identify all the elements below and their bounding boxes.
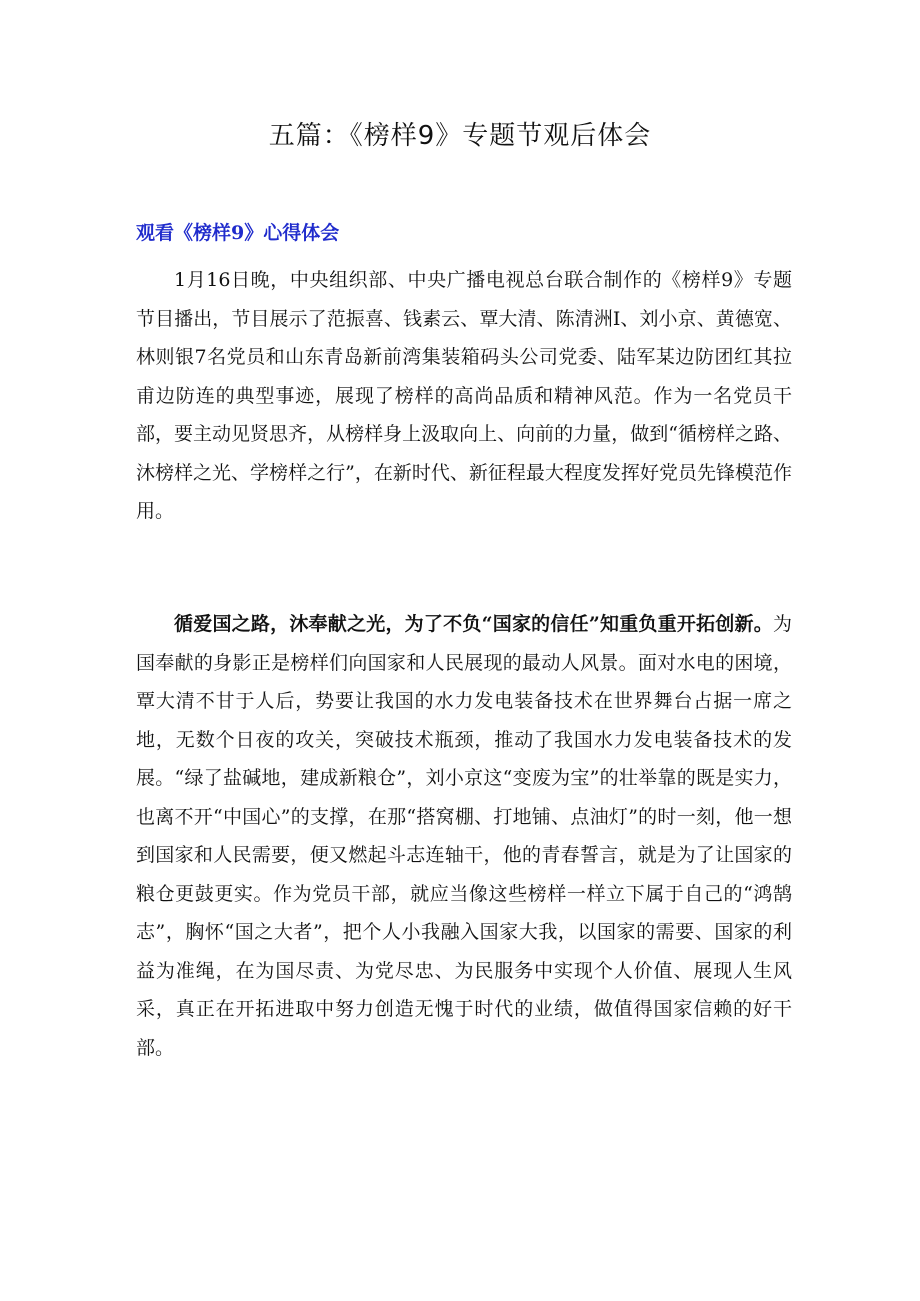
body-paragraph-2 — [136, 605, 792, 1067]
paragraph-lead-bold: 循爱国之路，沐奉献之光，为了不负“国家的信任”知重负重开拓创新。 — [174, 613, 773, 635]
section-heading: 观看《榜样9》心得体会 — [136, 222, 340, 244]
paragraph-body-text: 为国奉献的身影正是榜样们向国家和人民展现的最动人风景。面对水电的困境，覃大清不甘于人后，势要让我国的水力发电装备技术在世界舞台占据一席之地，无数个日夜的攻关，突破技术瓶颈，推动了我国水力发电装备技术的发展。“绿了盐碱地，建成新粮仓”，刘小京这“变废为宝”的壮举靠的既是实力，也离不开“中国心”的支撑，在那“搭窝棚、打地铺、点油灯”的时一刻，他一想到国家和人民需要，便又燃起斗志连轴干，他的青春誓言，就是为了让国家的粮仓更鼓更实。作为党员干部，就应当像这些榜样一样立下属于自己的“鸿鹄志”，胸怀“国之大者”，把个人小我融入国家大我，以国家的需要、国家的利益为准绳，在为国尽责、为党尽忠、为民服务中实现个人价值、展现人生风采，真正在开拓进取中努力创造无愧于时代的业绩，做值得国家信赖的好干部。 — [136, 613, 792, 1059]
document-title: 五篇：《榜样9》专题节观后体会 — [268, 121, 652, 151]
body-paragraph-1: 1月16日晚，中央组织部、中央广播电视总台联合制作的《榜样9》专题节目播出，节目展示了范振喜、钱素云、覃大清、陈清洲I、刘小京、黄德宽、林则银7名党员和山东青岛新前湾集装箱码头公司党委、陆军某边防团红其拉甫边防连的典型事迹，展现了榜样的高尚品质和精神风范。作为一名党员干部，要主动见贤思齐，从榜样身上汲取向上、向前的力量，做到“循榜样之路、沐榜样之光、学榜样之行”，在新时代、新征程最大程度发挥好党员先锋模范作用。 — [136, 269, 792, 522]
